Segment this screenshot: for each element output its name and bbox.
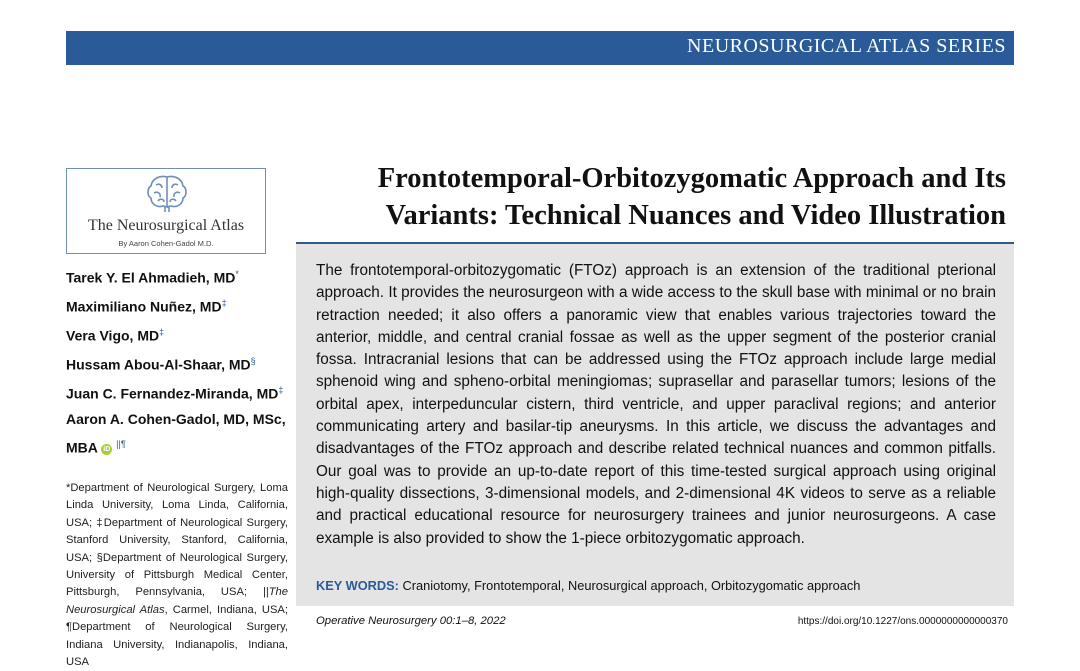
author: Maximiliano Nuñez, MD‡	[66, 297, 227, 315]
affiliations: *Department of Neurological Surgery, Loma Linda University, Loma Linda, California, USA; ‡Department of Neurological Surgery, Stanford University, Stanford, California, USA; §Department of Neurological Surgery, University of Pittsburgh Medical Center, Pittsburgh, Pennsylvania, USA; ||The Neurosurgical Atlas, Carmel, Indiana, USA; ¶Department of Neurological Surgery, Indiana University, Indianapolis, Indiana, USA	[66, 482, 288, 669]
journal-citation: Operative Neurosurgery 00:1–8, 2022	[316, 615, 506, 627]
series-banner	[66, 31, 1014, 65]
logo-subtitle: By Aaron Cohen-Gadol M.D.	[118, 239, 214, 248]
keywords	[316, 578, 860, 593]
orcid-icon[interactable]: iD	[103, 445, 111, 453]
article-title: Frontotemporal-Orbitozygomatic Approach and Its Variants: Technical Nuances and Video Illustration	[377, 163, 1006, 231]
author: Hussam Abou-Al-Shaar, MD§	[66, 355, 256, 373]
abstract-text: The frontotemporal-orbitozygomatic (FTOz) approach is an extension of the traditional pterional approach. It provides the neurosurgeon with a wide access to the skull base with minimal or no brain retraction needed; it also offers a panoramic view that enables various trajectories toward the anterior, middle, and central cranial fossae as well as the upper segment of the posterior cranial fossa. Intracranial lesions that can be addressed using the FTOz approach include large medial sphenoid wing and spheno-orbital meningiomas; suprasellar and parasellar tumors; lesions of the orbital apex, interpeduncular cistern, third ventricle, and upper paraclival regions; and anterior communicating artery and basilar-tip aneurysms. In this article, we discuss the advantages and disadvantages of the FTOz approach and describe related technical nuances and common pitfalls. Our goal was to provide an up-to-date report of this time-tested surgical approach using original high-quality dissections, 3-dimensional models, and 2-dimensional 4K videos to serve as a reliable and practical educational resource for neurosurgery trainees and junior neurosurgeons. A case example is also provided to show the 1-piece orbitozygomatic approach.	[316, 262, 996, 547]
author: Tarek Y. El Ahmadieh, MD*	[66, 269, 239, 286]
keywords-text: Craniotomy, Frontotemporal, Neurosurgical approach, Orbitozygomatic approach	[402, 578, 861, 593]
brain-icon	[145, 173, 189, 213]
doi-link[interactable]: https://doi.org/10.1227/ons.0000000000000370	[797, 616, 1008, 627]
author: Aaron A. Cohen-Gadol, MD, MSc, MBA iD ||¶	[66, 410, 286, 456]
author: Juan C. Fernandez-Miranda, MD‡	[66, 384, 284, 402]
logo-title: The Neurosurgical Atlas	[87, 217, 245, 234]
series-title: NEUROSURGICAL ATLAS SERIES	[687, 35, 1006, 57]
author: Vera Vigo, MD‡	[66, 326, 165, 344]
author-list	[66, 262, 292, 461]
atlas-logo[interactable]	[66, 168, 266, 254]
keywords-label: KEY WORDS:	[316, 578, 399, 593]
abstract-box	[296, 242, 1014, 606]
